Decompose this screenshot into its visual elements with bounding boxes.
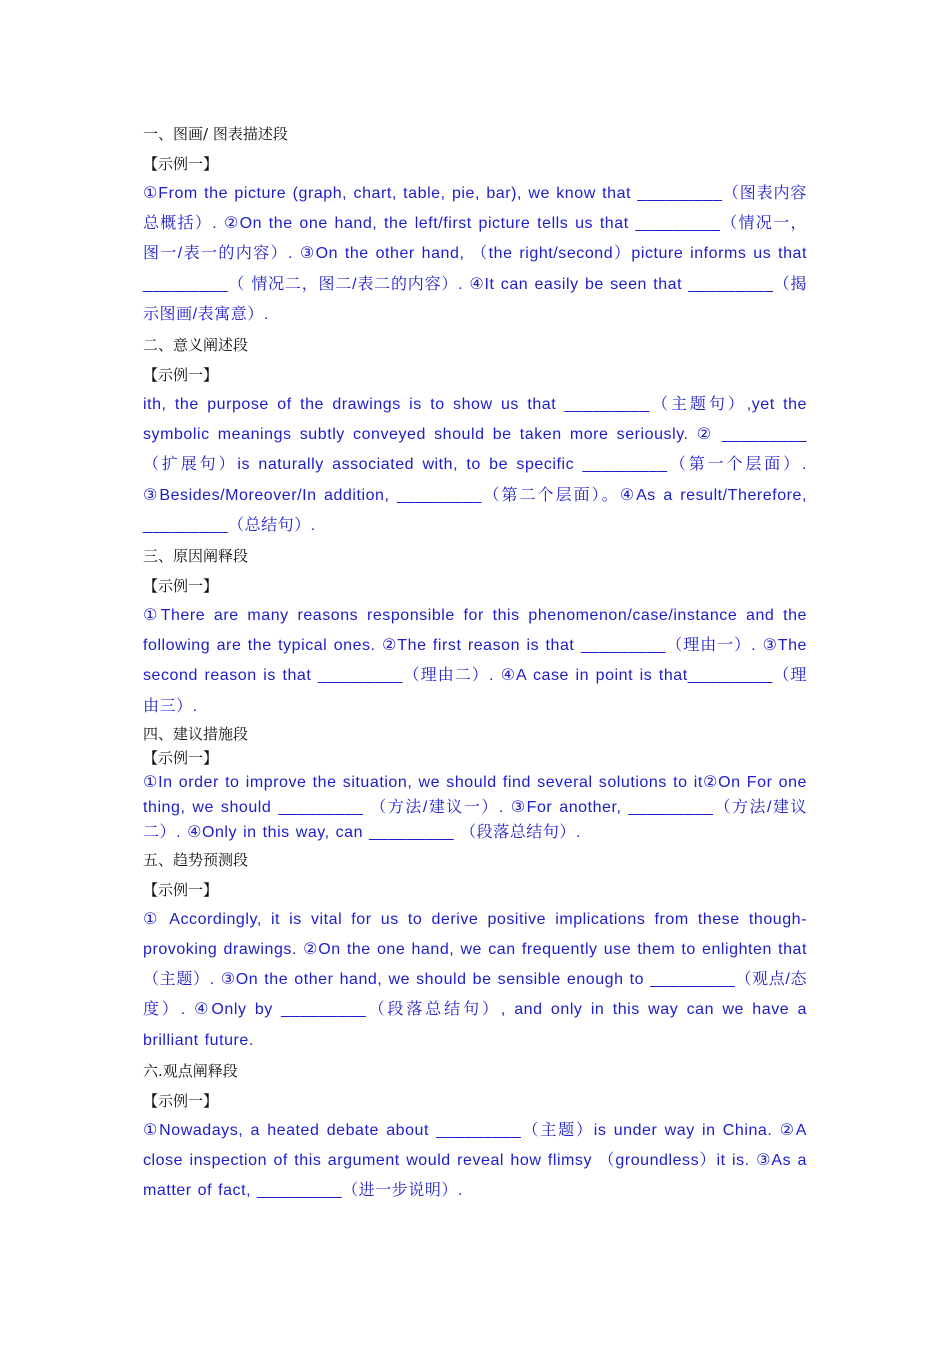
example-label: 【示例一】 (143, 880, 219, 899)
example-label: 【示例一】 (143, 577, 219, 596)
section-heading: 五、趋势预测段 (143, 850, 249, 869)
section-heading: 六.观点阐释段 (143, 1061, 238, 1080)
example-label: 【示例一】 (143, 748, 219, 767)
section-paragraph: ①In order to improve the situation, we should find several solutions to it②On For one thing, we should _________ （方法/建议一）. ③For another, _________（方法/建议二）. ④Only in this way, can _________ （段落总结句）. (143, 773, 807, 841)
document-page (143, 119, 807, 1206)
section-paragraph: ①Nowadays, a heated debate about _________（主题）is under way in China. ②A close inspection of this argument would reveal how flimsy （groundless）it is. ③As a matter of fact, _________（进一步说明）. (143, 1121, 807, 1200)
section-paragraph: ith, the purpose of the drawings is to show us that _________（主题句）,yet the symbolic meanings subtly conveyed should be taken more seriously. ② _________（扩展句）is naturally associated with, to be specific _________（第一个层面）. ③Besides/Moreover/In addition, _________（第二个层面）。④As a result/Therefore, _________（总结句）. (143, 396, 807, 534)
section-heading: 二、意义阐述段 (143, 336, 249, 355)
example-label: 【示例一】 (143, 1091, 219, 1110)
section-paragraph: ①From the picture (graph, chart, table, pie, bar), we know that _________（图表内容总概括）. ②On the one hand, the left/first picture tells us that _________（情况一，图一/表一的内容）. ③On the other hand, （the right/second）picture informs us that _________（ 情况二，图二/表二的内容）. ④It can easily be seen that _________（揭示图画/表寓意）. (143, 185, 807, 323)
section-heading: 三、原因阐释段 (143, 547, 249, 566)
section-heading: 一、图画/ 图表描述段 (143, 125, 288, 143)
section-heading: 四、建议措施段 (143, 724, 249, 743)
example-label: 【示例一】 (143, 155, 219, 173)
section-paragraph: ①There are many reasons responsible for this phenomenon/case/instance and the following are the typical ones. ②The first reason is that _________（理由一）. ③The second reason is that _________（理由二）. ④A case in point is that_________（理由三）. (143, 607, 807, 715)
section-paragraph: ① Accordingly, it is vital for us to derive positive implications from these though-provoking drawings. ②On the one hand, we can frequently use them to enlighten that （主题）. ③On the other hand, we should be sensible enough to _________（观点/态度）. ④Only by _________（段落总结句）, and only in this way can we have a brilliant future. (143, 910, 807, 1049)
example-label: 【示例一】 (143, 366, 219, 385)
